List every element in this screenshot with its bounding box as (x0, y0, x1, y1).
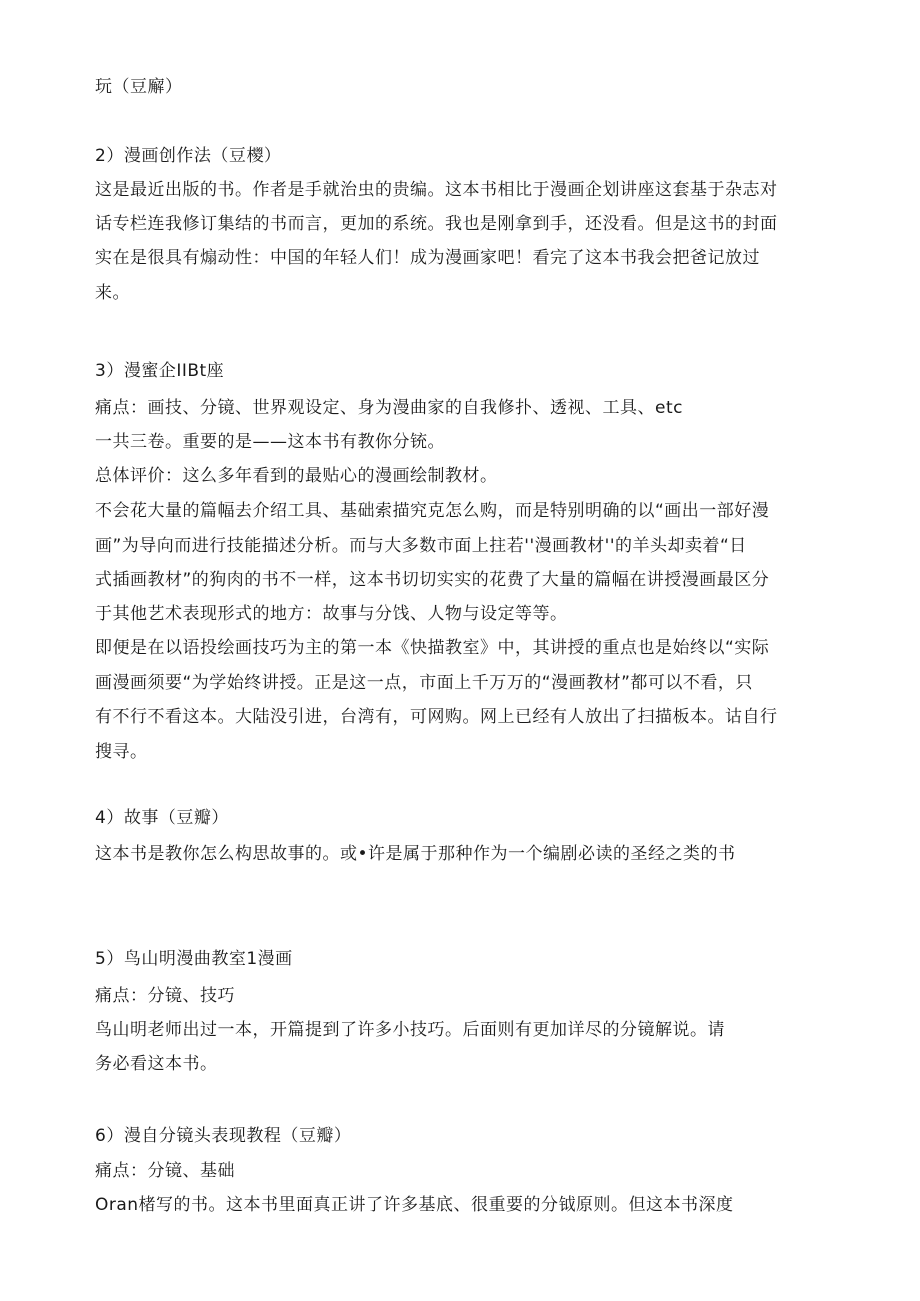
text-line: 痛点：画技、分镜、世界观设定、身为漫曲家的自我修扑、透视、工具、etc (95, 398, 683, 418)
text-line: 鸟山明老师出过一本，开篇提到了许多小技巧。后面则有更加详尽的分镜解说。请 (95, 1020, 725, 1040)
text-line: 一共三卷。重要的是——这本书有教你分铳。 (95, 432, 445, 452)
text-line: 画漫画须要“为学始终讲授。正是这一点，市面上千万万的“漫画教材”都可以不看，只 (95, 673, 753, 693)
text-line: 不会花大量的篇幅去介绍工具、基础索描究克怎么购，而是特别明确的以“画出一部好漫 (95, 501, 770, 521)
text-line: 于其他艺术表现形式的地方：故事与分饯、人物与设定等等。 (95, 604, 568, 624)
text-line: 务必看这本书。 (95, 1054, 218, 1074)
text-line: 式插画教材”的狗肉的书不一样，这本书切切实实的花费了大量的篇幅在讲授漫画最区分 (95, 570, 770, 590)
text-line: 有不行不看这本。大陆没引进，台湾有，可网购。网上已经有人放出了扫描板本。诂自行 (95, 707, 778, 727)
text-line: 即便是在以语投绘画技巧为主的第一本《快描教室》中，其讲授的重点也是始终以“实际 (95, 638, 770, 658)
text-line: 来。 (95, 283, 130, 303)
text-line: 总体评价：这么多年看到的最贴心的漫画绘制教材。 (95, 466, 498, 486)
section-heading: 3）漫蜜企IIBt座 (95, 361, 225, 381)
text-line: 痛点：分镜、基础 (95, 1161, 235, 1181)
text-line: 痛点：分镜、技巧 (95, 986, 235, 1006)
section-heading: 2）漫画创作法（豆㯶） (95, 146, 282, 166)
text-line: 实在是很具有煽动性：中国的年轻人们！成为漫画家吧！看完了这本书我会把爸记放过 (95, 248, 760, 268)
text-line: 画”为导向而进行技能描述分析。而与大多数市面上拄若''漫画教材''的羊头却卖着“日 (95, 536, 747, 556)
section-heading: 4）故事（豆瓣） (95, 808, 229, 828)
text-line: 话专栏连我修订集结的书而言，更加的系统。我也是刚拿到手，还没看。但是这书的封面 (95, 214, 778, 234)
text-line: Oran楮写的书。这本书里面真正讲了许多基底、很重要的分钺原则。但这本书深度 (95, 1195, 734, 1215)
section-heading: 6）漫自分镜头表现教程（豆瓣） (95, 1126, 352, 1146)
text-line: 这本书是教你怎么构思故事的。或•许是属于那种作为一个编剧必读的圣经之类的书 (95, 844, 736, 864)
text-line: 这是最近出版的书。作者是手就治虫的贵编。这本书相比于漫画企划讲座这套基于杂志对 (95, 180, 778, 200)
text-line: 玩（豆廨） (95, 77, 183, 97)
section-heading: 5）鸟山明漫曲教室1漫画 (95, 949, 293, 969)
text-line: 搜寻。 (95, 742, 148, 762)
